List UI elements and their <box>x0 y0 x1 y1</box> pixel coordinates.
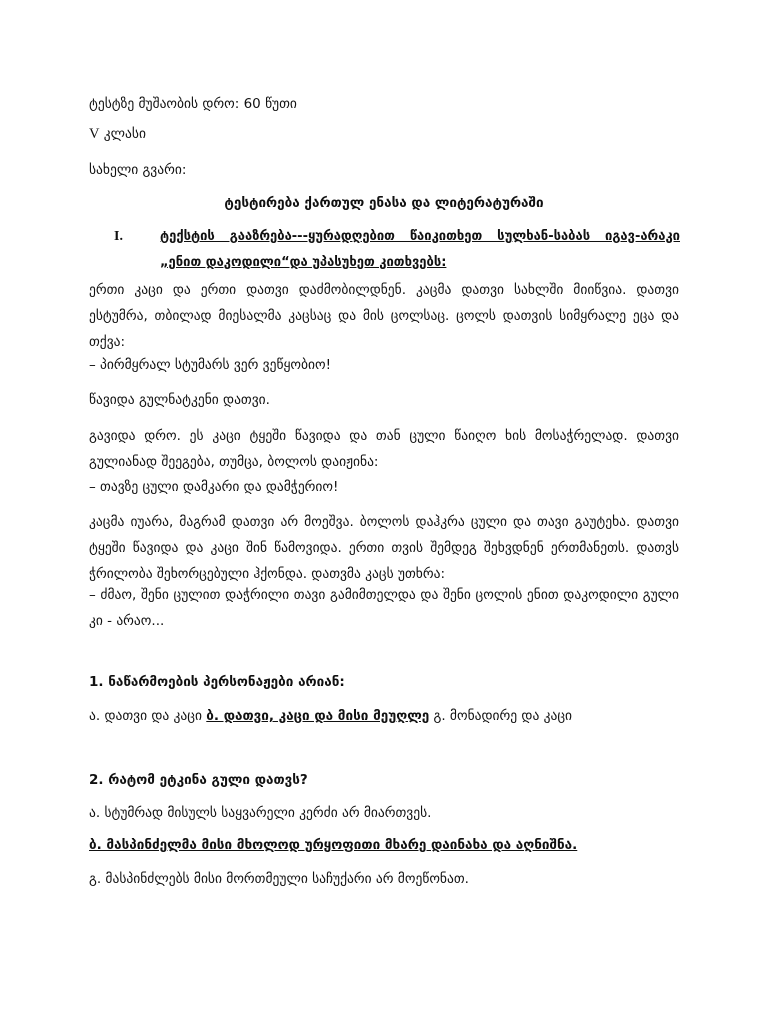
story-paragraph-4: გავიდა დრო. ეს კაცი ტყეში წავიდა და თან ცული წაიღო ხის მოსაჭრელად. დათვი გულიანად შეეგება, თუმცა, ბოლოს დაიჟინა: <box>89 428 679 470</box>
q2-option-c: გ. მასპინძლებს მისი მორთმეული საჩუქარი არ მოეწონათ. <box>89 871 469 887</box>
section-number: I. <box>114 229 123 244</box>
question-1: 1. ნაწარმოების პერსონაჟები არიან: <box>89 674 345 690</box>
q2-option-b-selected: ბ. მასპინძელმა მისი მხოლოდ ურყოფითი მხარე დაინახა და აღნიშნა. <box>89 837 578 853</box>
student-name-line: სახელი გვარი: <box>89 162 187 178</box>
story-paragraph-7: – ძმაო, შენი ცულით დაჭრილი თავი გამიმთელდა და შენი ცოლის ენით დაკოდილი გული კი - არაო... <box>89 587 679 629</box>
q1-option-c: გ. მონადირე და კაცი <box>429 708 573 724</box>
page-title: ტესტირება ქართულ ენასა და ლიტერატურაში <box>224 195 544 211</box>
class-label: კლასი <box>99 126 146 142</box>
story-line-3: წავიდა გულნატკენი დათვი. <box>89 392 270 408</box>
story-paragraph-6: კაცმა იუარა, მაგრამ დათვი არ მოეშვა. ბოლოს დაჰკრა ცული და თავი გაუტეხა. დათვი ტყეში წავიდა და კაცი შინ წამოვიდა. ერთი თვის შემდეგ შეხვდნენ ერთმანეთს. დათვს ჭრილობა შეხორცებული ჰქონდა. დათვმა კაცს უთხრა: <box>89 514 679 582</box>
q2-option-a: ა. სტუმრად მისულს საყვარელი კერძი არ მიართვეს. <box>89 805 432 821</box>
q1-option-a: ა. დათვი და კაცი <box>89 708 207 724</box>
q1-option-b-selected: ბ. დათვი, კაცი და მისი მეუღლე <box>206 708 430 724</box>
class-line <box>89 121 679 147</box>
test-time-line: ტესტზე მუშაობის დრო: 60 წუთი <box>89 96 297 112</box>
class-roman: V <box>89 126 100 142</box>
story-line-2: – პირმყრალ სტუმარს ვერ ვეწყობიო! <box>89 357 332 373</box>
section-instruction: ტექსტის გააზრება---ყურადღებით წაიკითხეთ სულხან-საბას იგავ-არაკი „ენით დაკოდილი“და უპასუხეთ კითხვებს: <box>160 229 680 270</box>
question-1-answers <box>89 703 679 729</box>
question-2: 2. რატომ ეტკინა გული დათვს? <box>89 772 308 788</box>
story-paragraph-1: ერთი კაცი და ერთი დათვი დაძმობილდნენ. კაცმა დათვი სახლში მიიწვია. დათვი ესტუმრა, თბილად მიესალმა კაცსაც და მის ცოლსაც. ცოლს დათვის სიმყრალე ეცა და თქვა: <box>89 282 679 350</box>
story-line-5: – თავზე ცული დამკარი და დამჭერიო! <box>89 479 339 495</box>
